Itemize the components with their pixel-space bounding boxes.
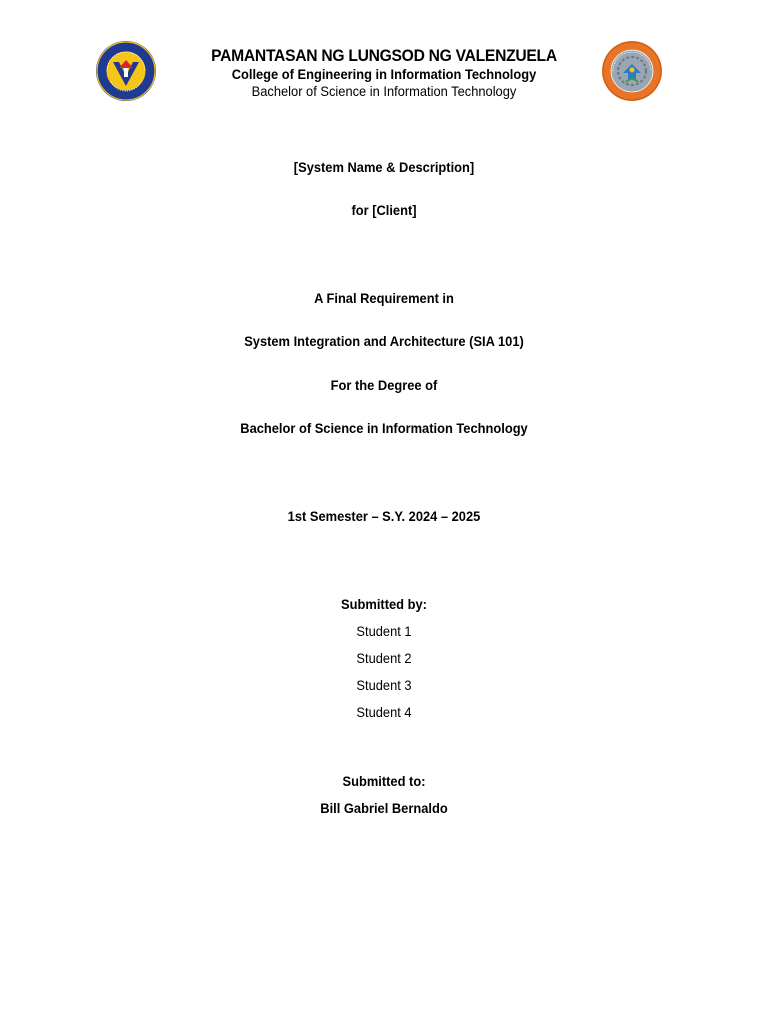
college-name: College of Engineering in Information Technology <box>231 66 537 82</box>
submitted-by-label: Submitted by: <box>341 596 427 612</box>
client-line: for [Client] <box>351 202 417 218</box>
program-name: Bachelor of Science in Information Technology <box>251 83 517 99</box>
document-header <box>150 46 618 100</box>
requirement-intro: A Final Requirement in <box>314 290 454 306</box>
student-name: Student 1 <box>356 623 412 639</box>
submitted-to-label: Submitted to: <box>342 773 426 789</box>
semester-line: 1st Semester – S.Y. 2024 – 2025 <box>287 508 481 524</box>
degree-intro: For the Degree of <box>330 377 438 393</box>
student-name: Student 4 <box>356 704 412 720</box>
student-name: Student 2 <box>356 650 412 666</box>
adviser-name: Bill Gabriel Bernaldo <box>320 800 448 816</box>
university-name: PAMANTASAN NG LUNGSOD NG VALENZUELA <box>211 46 557 65</box>
degree-name: Bachelor of Science in Information Technology <box>240 420 528 436</box>
student-name: Student 3 <box>356 677 412 693</box>
system-title: [System Name & Description] <box>293 159 475 175</box>
course-name: System Integration and Architecture (SIA 101) <box>244 333 524 349</box>
university-seal-icon <box>95 40 157 102</box>
